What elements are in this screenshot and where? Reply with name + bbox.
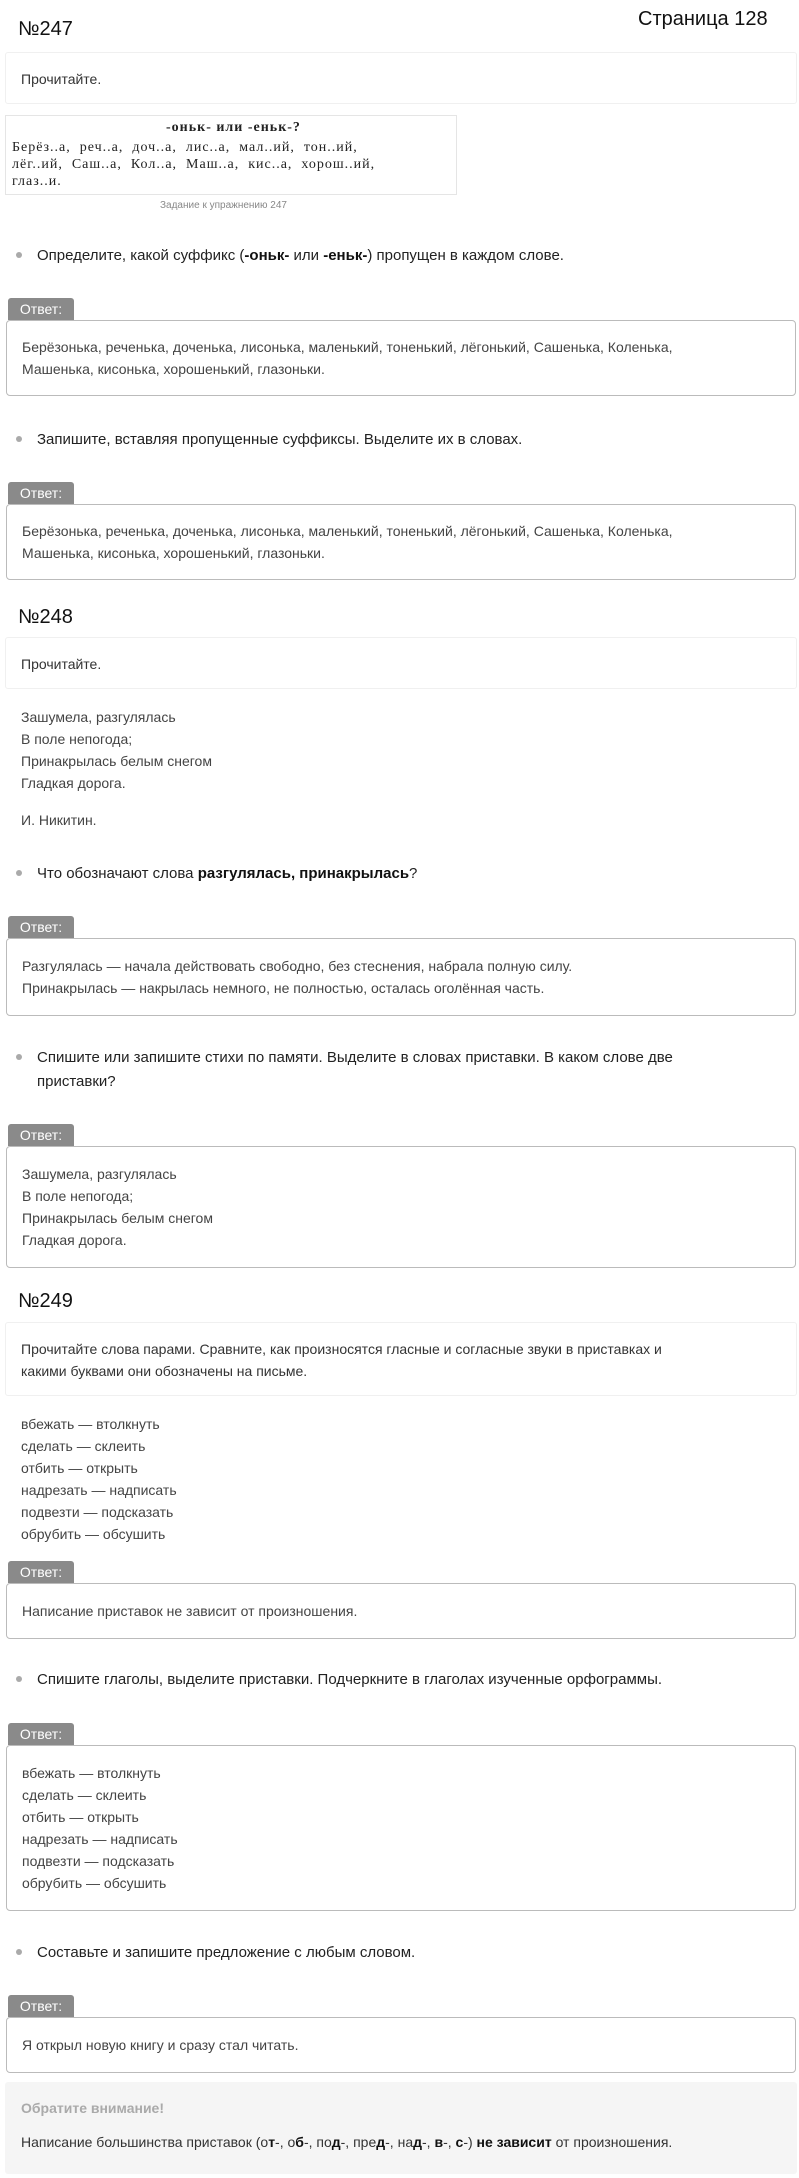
image-line: Берёз..а, реч..а, доч..а, лис..а, мал..ий, тон..ий, bbox=[12, 140, 358, 155]
answer-line: Берёзонька, реченька, доченька, лисонька, маленький, тоненький, лёгонький, Сашенька, Коленька, bbox=[22, 339, 673, 355]
question-text: Составьте и запишите предложение с любым словом. bbox=[37, 1944, 416, 1961]
question-text: Спишите или запишите стихи по памяти. Выделите в словах приставки. В каком слове две приставки? bbox=[37, 1049, 673, 1090]
word-pair: обрубить — обсушить bbox=[21, 1526, 166, 1542]
answer-line: Принакрылась — накрылась немного, не полностью, осталась оголённая часть. bbox=[22, 980, 545, 996]
bullet-icon bbox=[16, 1949, 22, 1955]
answer-badge: Ответ: bbox=[8, 298, 74, 320]
word-pair: надрезать — надписать bbox=[21, 1482, 177, 1498]
answer-line: отбить — открыть bbox=[22, 1809, 139, 1825]
word-pair: отбить — открыть bbox=[21, 1460, 138, 1476]
task-card-249 bbox=[5, 1322, 797, 1396]
answer-line: Принакрылась белым снегом bbox=[22, 1210, 213, 1226]
word-pair: подвезти — подсказать bbox=[21, 1504, 174, 1520]
exercise-image bbox=[5, 115, 457, 195]
answer-badge: Ответ: bbox=[8, 916, 74, 938]
bullet-icon bbox=[16, 436, 22, 442]
answer-line: сделать — склеить bbox=[22, 1787, 147, 1803]
word-pair: сделать — склеить bbox=[21, 1438, 146, 1454]
poem-line: Гладкая дорога. bbox=[21, 775, 126, 791]
note-title: Обратите внимание! bbox=[21, 2100, 165, 2116]
exercise-number-248: №248 bbox=[18, 606, 73, 628]
bullet-icon bbox=[16, 870, 22, 876]
question-text: Запишите, вставляя пропущенные суффиксы. Выделите их в словах. bbox=[37, 431, 523, 448]
answer-line: Разгулялась — начала действовать свободно, без стеснения, набрала полную силу. bbox=[22, 958, 573, 974]
poem-line: Принакрылась белым снегом bbox=[21, 753, 212, 769]
answer-box bbox=[6, 504, 796, 580]
answer-line: Машенька, кисонька, хорошенький, глазоньки. bbox=[22, 361, 325, 377]
answer-box bbox=[6, 2017, 796, 2073]
answer-badge: Ответ: bbox=[8, 1995, 74, 2017]
image-heading: -оньк- или -еньк-? bbox=[166, 120, 301, 135]
task-text: какими буквами они обозначены на письме. bbox=[21, 1363, 308, 1379]
poem-author: И. Никитин. bbox=[21, 812, 97, 828]
answer-line: подвезти — подсказать bbox=[22, 1853, 175, 1869]
task-card-247 bbox=[5, 52, 797, 104]
answer-line: Зашумела, разгулялась bbox=[22, 1166, 177, 1182]
task-text: Прочитайте слова парами. Сравните, как произносятся гласные и согласные звуки в приставках и bbox=[21, 1341, 662, 1357]
attention-note bbox=[5, 2082, 797, 2174]
answer-box bbox=[6, 1146, 796, 1268]
image-line: лёг..ий, Саш..а, Кол..а, Маш..а, кис..а, хорош..ий, bbox=[12, 157, 376, 172]
answer-badge: Ответ: bbox=[8, 1124, 74, 1146]
answer-line: Написание приставок не зависит от произношения. bbox=[22, 1603, 358, 1619]
answer-badge: Ответ: bbox=[8, 1723, 74, 1745]
answer-line: Берёзонька, реченька, доченька, лисонька, маленький, тоненький, лёгонький, Сашенька, Коленька, bbox=[22, 523, 673, 539]
task-text: Прочитайте. bbox=[21, 71, 102, 87]
answer-line: Машенька, кисонька, хорошенький, глазоньки. bbox=[22, 545, 325, 561]
poem-line: Зашумела, разгулялась bbox=[21, 709, 176, 725]
answer-line: обрубить — обсушить bbox=[22, 1875, 167, 1891]
question-text: Определите, какой суффикс (-оньк- или -еньк-) пропущен в каждом слове. bbox=[37, 247, 564, 264]
image-caption: Задание к упражнению 247 bbox=[160, 200, 287, 211]
answer-line: Я открыл новую книгу и сразу стал читать. bbox=[22, 2037, 299, 2053]
answer-box bbox=[6, 1583, 796, 1639]
answer-line: надрезать — надписать bbox=[22, 1831, 178, 1847]
answer-badge: Ответ: bbox=[8, 1561, 74, 1583]
exercise-number-247: №247 bbox=[18, 18, 73, 40]
answer-box bbox=[6, 320, 796, 396]
task-text: Прочитайте. bbox=[21, 656, 102, 672]
question-text: Спишите глаголы, выделите приставки. Подчеркните в глаголах изученные орфограммы. bbox=[37, 1671, 663, 1688]
page-number: Страница 128 bbox=[638, 8, 768, 30]
bullet-icon bbox=[16, 1054, 22, 1060]
question-text: Что обозначают слова разгулялась, принакрылась? bbox=[37, 865, 418, 882]
answer-line: В поле непогода; bbox=[22, 1188, 134, 1204]
answer-box bbox=[6, 938, 796, 1016]
exercise-number-249: №249 bbox=[18, 1290, 73, 1312]
answer-line: Гладкая дорога. bbox=[22, 1232, 127, 1248]
note-body: Написание большинства приставок (от-, об-, под-, пред-, над-, в-, с-) не зависит от произношения. bbox=[21, 2134, 673, 2150]
answer-box bbox=[6, 1745, 796, 1911]
bullet-icon bbox=[16, 252, 22, 258]
poem-line: В поле непогода; bbox=[21, 731, 133, 747]
answer-line: вбежать — втолкнуть bbox=[22, 1765, 161, 1781]
image-line: глаз..и. bbox=[12, 174, 62, 189]
task-card-248 bbox=[5, 637, 797, 689]
bullet-icon bbox=[16, 1676, 22, 1682]
answer-badge: Ответ: bbox=[8, 482, 74, 504]
word-pair: вбежать — втолкнуть bbox=[21, 1416, 160, 1432]
